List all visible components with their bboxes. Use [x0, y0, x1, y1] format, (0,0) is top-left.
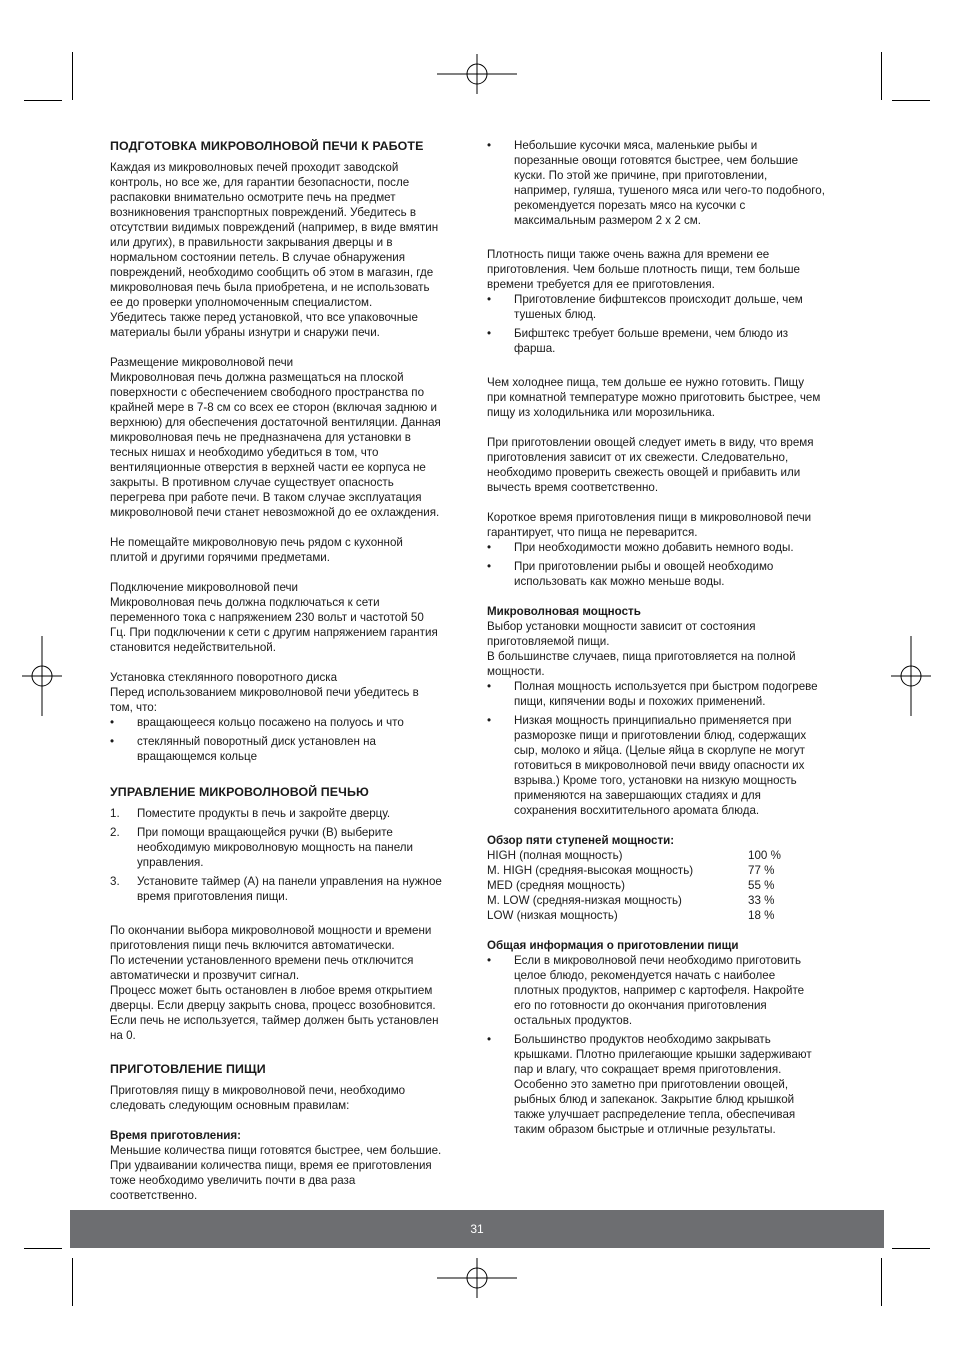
text-line: Не помещайте микроволновую печь рядом с кухонной	[110, 536, 403, 549]
text-line: приготовления зависит от их свежести. Следовательно,	[487, 451, 789, 464]
text-line: Особенно это заметно при приготовлении овощей,	[514, 1078, 789, 1091]
text-line: порезанные овощи готовятся быстрее, чем большие	[514, 154, 799, 167]
subheading-general-info: Общая информация о приготовлении пищи	[487, 939, 739, 952]
list-item	[487, 540, 845, 555]
text-line: остальных продуктов.	[514, 1014, 633, 1027]
text-line: Выбор установки мощности зависит от состояния	[487, 620, 756, 633]
text-line: При удваивании количества пищи, время ее приготовления	[110, 1159, 432, 1172]
paragraph	[487, 247, 845, 292]
text-line: Микроволновая печь должна подключаться к сети	[110, 596, 380, 609]
text-line: тушеных блюд.	[514, 308, 597, 321]
text-line: крайней мере в 7-8 см со всех ее сторон (включая заднюю и	[110, 401, 438, 414]
paragraph	[487, 435, 845, 495]
text-line: мощности.	[487, 665, 545, 678]
text-line: следовать следующим основным правилам:	[110, 1099, 350, 1112]
list-marker: •	[487, 139, 492, 152]
text-line: Убедитесь также перед установкой, что все упаковочные	[110, 311, 418, 324]
power-level-value: 55 %	[748, 879, 775, 892]
text-line: времени требуется для ее приготовления.	[487, 278, 715, 291]
bullet-list	[487, 138, 845, 228]
subheading: Подключение микроволновой печи	[110, 581, 299, 594]
paragraph	[487, 375, 845, 420]
list-marker: •	[487, 327, 492, 340]
power-level-row	[487, 878, 845, 893]
text-line: микроволновой печи станет невозможной до ее охлаждения.	[110, 506, 440, 519]
text-line: приготовления. Чем больше плотность пищи, тем больше	[487, 263, 800, 276]
list-marker: •	[487, 293, 492, 306]
text-line: тоже необходимо увеличить почти в два раза	[110, 1174, 356, 1187]
text-line: также улучшает распределение тепла, обеспечивая	[514, 1108, 796, 1121]
power-level-label: LOW (низкая мощность)	[487, 909, 618, 922]
page-footer	[70, 1210, 884, 1248]
power-level-row	[487, 848, 845, 863]
list-marker: •	[487, 954, 492, 967]
list-marker: •	[487, 680, 492, 693]
list-item-text	[514, 541, 794, 554]
crop-mark	[881, 52, 882, 100]
text-line: приготовляемой пищи.	[487, 635, 610, 648]
crop-mark	[24, 1248, 62, 1249]
text-line: использовать как можно меньше воды.	[514, 575, 725, 588]
text-line: Перед использованием микроволновой печи убедитесь в	[110, 686, 419, 699]
text-line: максимальным размером 2 x 2 см.	[514, 214, 701, 227]
text-line: Плотность пищи также очень важна для времени ее	[487, 248, 770, 261]
text-line: микроволновая печь была приобретена, и не использовать	[110, 281, 430, 294]
text-line: Меньшие количества пищи готовятся быстрее, чем большие.	[110, 1144, 442, 1157]
paragraph	[110, 1143, 466, 1203]
registration-mark-left	[22, 636, 62, 716]
text-line: В большинстве случаев, пища приготовляется на полной	[487, 650, 796, 663]
text-line: ее до проверки уполномоченным специалистом.	[110, 296, 373, 309]
text-line: отсутствии видимых повреждений (например, в виде вмятин	[110, 221, 439, 234]
text-line: рекомендуется порезать мясо на кусочки с	[514, 199, 746, 212]
text-line: стеклянный поворотный диск установлен на	[137, 735, 376, 748]
crop-mark	[72, 52, 73, 100]
text-line: при комнатной температуре можно приготовить быстрее, чем	[487, 391, 821, 404]
text-line: крышками. Плотно прилегающие крышки задерживают	[514, 1048, 812, 1061]
text-line: При помощи вращающейся ручки (B) выберите	[137, 826, 393, 839]
list-item	[487, 1032, 845, 1137]
list-item	[487, 953, 845, 1028]
subheading: Установка стеклянного поворотного диска	[110, 671, 338, 684]
subheading-cooking-time: Время приготовления:	[110, 1129, 241, 1142]
list-item-text	[137, 807, 390, 820]
text-line: пар и влагу, что сокращает время приготовления.	[514, 1063, 782, 1076]
text-line: вычесть время соответственно.	[487, 481, 659, 494]
text-line: материалы были убраны изнутри и снаружи печи.	[110, 326, 380, 339]
power-level-label: HIGH (полная мощность)	[487, 849, 623, 862]
list-item-text	[514, 1033, 812, 1136]
text-line: Низкая мощность принципиально применяется при	[514, 714, 792, 727]
text-line: контроль, но все же, для гарантии безопасности, после	[110, 176, 410, 189]
subheading: Размещение микроволновой печи	[110, 356, 294, 369]
list-item	[487, 326, 845, 356]
power-level-label: MED (средняя мощность)	[487, 879, 626, 892]
list-item	[487, 292, 845, 322]
text-line: нормальном состоянии петель. В случае обнаружения	[110, 251, 406, 264]
text-line: гарантирует, что пища не переварится.	[487, 526, 698, 539]
section-title-cooking: ПРИГОТОВЛЕНИЕ ПИЩИ	[110, 1062, 266, 1076]
text-line: на 0.	[110, 1029, 136, 1042]
registration-mark-top	[437, 54, 517, 94]
text-line: соответственно.	[110, 1189, 198, 1202]
text-line: Короткое время приготовления пищи в микроволновой печи	[487, 511, 812, 524]
list-marker: 3.	[110, 875, 120, 888]
list-marker: •	[487, 714, 492, 727]
list-marker: 2.	[110, 826, 120, 839]
list-marker: •	[110, 735, 115, 748]
text-line: взрыва.) Кроме того, установки на низкую мощность	[514, 774, 797, 787]
text-line: рыбных блюд и запеканок. Закрытие блюд крышкой	[514, 1093, 795, 1106]
list-marker: •	[487, 560, 492, 573]
text-line: вращающемся кольце	[137, 750, 258, 763]
paragraph	[110, 535, 466, 565]
text-line: разморозке пищи и приготовлении блюд, содержащих	[514, 729, 807, 742]
list-item-text	[137, 735, 376, 763]
text-line: куски. По этой же причине, при приготовлении,	[514, 169, 768, 182]
right-column	[487, 138, 845, 1141]
list-item-text	[514, 680, 818, 708]
text-line: готовиться в микроволновой печи ввиду опасности их	[514, 759, 805, 772]
text-line: дверцы. Если дверцу закрыть снова, процесс возобновится.	[110, 999, 436, 1012]
text-line: Если в микроволновой печи необходимо приготовить	[514, 954, 802, 967]
registration-mark-bottom	[437, 1258, 517, 1298]
text-line: необходимую микроволновую мощность на панели	[137, 841, 414, 854]
power-level-label: M. LOW (средняя-низкая мощность)	[487, 894, 682, 907]
text-line: его по готовности до окончания приготовления	[514, 999, 767, 1012]
text-line: Небольшие кусочки мяса, маленькие рыбы и	[514, 139, 758, 152]
section-title-control: УПРАВЛЕНИЕ МИКРОВОЛНОВОЙ ПЕЧЬЮ	[110, 785, 369, 799]
text-line: автоматически и прозвучит сигнал.	[110, 969, 300, 982]
text-line: Гц. При подключении к сети с другим напряжением гарантия	[110, 626, 438, 639]
text-line: целое блюдо, рекомендуется начать с наиболее	[514, 969, 776, 982]
power-level-row	[487, 863, 845, 878]
text-line: По окончании выбора микроволновой мощности и времени	[110, 924, 432, 937]
text-line: или других), в правильности закрывания дверцы и в	[110, 236, 393, 249]
crop-mark	[881, 1258, 882, 1306]
text-line: По истечении установленного времени печь отключится	[110, 954, 414, 967]
power-level-label: M. HIGH (средняя-высокая мощность)	[487, 864, 694, 877]
text-line: том, что:	[110, 701, 157, 714]
text-line: тесных нишах и необходимо убедиться в том, что	[110, 446, 379, 459]
page-number: 31	[470, 1221, 484, 1236]
list-marker: •	[487, 541, 492, 554]
text-line: верхнюю) для обеспечения достаточной вентиляции. Данная	[110, 416, 441, 429]
list-item	[487, 138, 845, 228]
list-item	[487, 679, 845, 709]
numbered-list	[110, 806, 466, 904]
subheading-power-levels: Обзор пяти ступеней мощности:	[487, 834, 675, 847]
power-level-value: 77 %	[748, 864, 775, 877]
subheading-microwave-power: Микроволновая мощность	[487, 605, 641, 618]
section-title-preparation: ПОДГОТОВКА МИКРОВОЛНОВОЙ ПЕЧИ К РАБОТЕ	[110, 139, 424, 153]
crop-mark	[892, 1248, 930, 1249]
list-item	[487, 713, 845, 818]
power-level-row	[487, 893, 845, 908]
bullet-list	[487, 292, 845, 356]
text-line: пищу из холодильника или морозильника.	[487, 406, 715, 419]
text-line: фарша.	[514, 342, 556, 355]
paragraph	[487, 510, 845, 540]
text-line: вращающееся кольцо посажено на полуось и что	[137, 716, 404, 729]
text-line: Если печь не используется, таймер должен быть установлен	[110, 1014, 439, 1027]
text-line: время приготовления пищи.	[137, 890, 288, 903]
bullet-list	[487, 953, 845, 1137]
list-item-text	[514, 714, 806, 817]
paragraph	[110, 160, 466, 340]
list-item	[110, 825, 466, 870]
text-line: При необходимости можно добавить немного воды.	[514, 541, 794, 554]
paragraph	[110, 370, 466, 520]
text-line: управления.	[137, 856, 204, 869]
list-item	[110, 874, 466, 904]
list-marker: •	[110, 716, 115, 729]
list-item-text	[514, 327, 788, 355]
list-marker: •	[487, 1033, 492, 1046]
crop-mark	[24, 100, 62, 101]
list-item-text	[514, 954, 804, 1027]
crop-mark	[892, 100, 930, 101]
text-line: приготовления пищи печь включится автоматически.	[110, 939, 395, 952]
power-level-row	[487, 908, 845, 923]
text-line: повреждений, необходимо сообщить об этом в магазин, где	[110, 266, 434, 279]
list-item-text	[514, 139, 825, 227]
list-item-text	[514, 560, 773, 588]
text-line: распаковки внимательно осмотрите печь на предмет	[110, 191, 396, 204]
text-line: При приготовлении овощей следует иметь в виду, что время	[487, 436, 814, 449]
text-line: закрыты. В противном случае существует опасность	[110, 476, 394, 489]
registration-mark-right	[891, 636, 931, 716]
text-line: Установите таймер (A) на панели управления на нужное	[137, 875, 442, 888]
text-line: применяются на завершающих стадиях и для	[514, 789, 761, 802]
text-line: Каждая из микроволновых печей проходит заводской	[110, 161, 399, 174]
text-line: Чем холоднее пища, тем дольше ее нужно готовить. Пищу	[487, 376, 805, 389]
text-line: например, гуляша, тушеного мяса или чего-то подобного,	[514, 184, 825, 197]
text-line: становится недействительной.	[110, 641, 277, 654]
paragraph	[487, 619, 845, 679]
list-item-text	[137, 875, 442, 903]
text-line: микроволновая печь не предназначена для установки в	[110, 431, 411, 444]
text-line: сохранения восхитительного аромата блюда.	[514, 804, 760, 817]
power-level-value: 33 %	[748, 894, 775, 907]
text-line: Поместите продукты в печь и закройте дверцу.	[137, 807, 391, 820]
text-line: таким образом быстрые и отличные результаты.	[514, 1123, 776, 1136]
text-line: необходимо проверить свежесть овощей и прибавить или	[487, 466, 801, 479]
power-level-value: 18 %	[748, 909, 775, 922]
text-line: Процесс может быть остановлен в любое время открытием	[110, 984, 433, 997]
left-column	[110, 138, 466, 1203]
bullet-list	[487, 679, 845, 818]
text-line: вентиляционные отверстия в верхней части ее корпуса не	[110, 461, 426, 474]
list-item	[487, 559, 845, 589]
text-line: плотных продуктов, например с картофеля. Накройте	[514, 984, 805, 997]
list-item	[110, 806, 466, 821]
list-item-text	[514, 293, 803, 321]
text-line: переменного тока с напряжением 230 вольт и частотой 50	[110, 611, 424, 624]
text-line: перегрева при работе печи. В таком случае эксплуатация	[110, 491, 422, 504]
text-line: возникновения транспортных повреждений. Убедитесь в	[110, 206, 417, 219]
paragraph	[110, 923, 466, 1043]
text-line: При приготовлении рыбы и овощей необходимо	[514, 560, 774, 573]
list-marker: 1.	[110, 807, 120, 820]
paragraph	[110, 1083, 466, 1113]
text-line: Большинство продуктов необходимо закрывать	[514, 1033, 771, 1046]
text-line: плитой и другими горячими предметами.	[110, 551, 331, 564]
power-levels-table	[487, 848, 845, 923]
list-item-text	[137, 716, 404, 729]
list-item-text	[137, 826, 413, 869]
list-item	[110, 734, 466, 764]
text-line: пищи, кипячении воды и похожих применений.	[514, 695, 766, 708]
crop-mark	[72, 1258, 73, 1306]
bullet-list	[487, 540, 845, 589]
text-line: Микроволновая печь должна размещаться на плоской	[110, 371, 404, 384]
text-line: Полная мощность используется при быстром подогреве	[514, 680, 818, 693]
text-line: Бифштекс требует больше времени, чем блюдо из	[514, 327, 789, 340]
text-line: поверхности с обеспечением свободного пространства по	[110, 386, 425, 399]
list-item	[110, 715, 466, 730]
text-line: сыр, молоко и яйца. (Целые яйца в скорлупе не могут	[514, 744, 805, 757]
bullet-list	[110, 715, 466, 764]
text-line: Приготовляя пищу в микроволновой печи, необходимо	[110, 1084, 406, 1097]
power-level-value: 100 %	[748, 849, 781, 862]
paragraph	[110, 595, 466, 655]
text-line: Приготовление бифштексов происходит дольше, чем	[514, 293, 803, 306]
paragraph	[110, 685, 466, 715]
